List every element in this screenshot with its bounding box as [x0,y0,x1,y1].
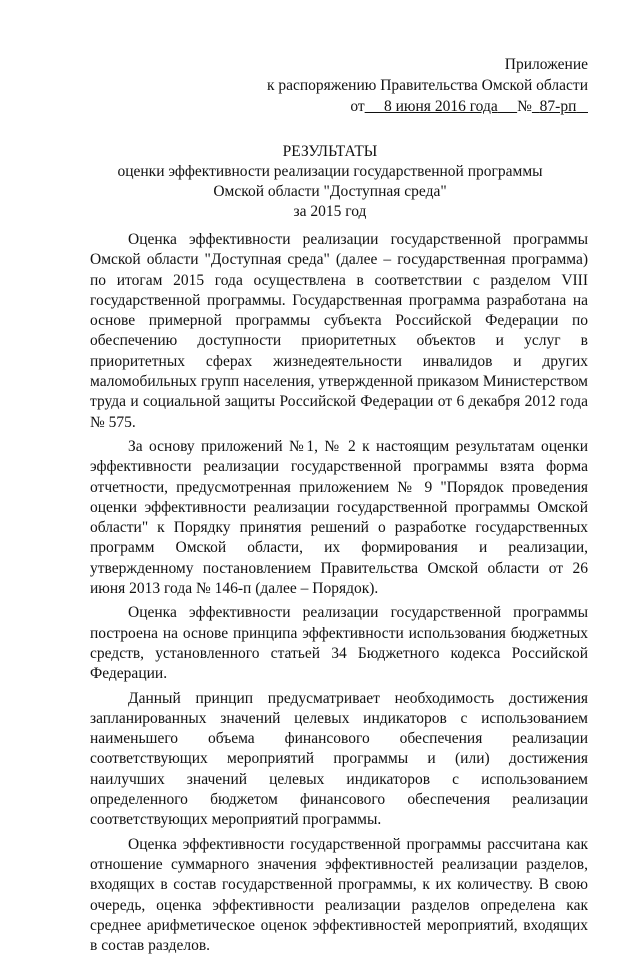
paragraph-3: Оценка эффективности реализации государственной программы построена на основе принципа эффективности использования бюджетных средств, установленного статьей 34 Бюджетного кодекса Российской Федерации. [90,604,588,683]
order-date: 8 июня 2016 года [384,98,498,115]
number-prefix: № [517,98,532,115]
date-prefix: от [350,98,365,115]
paragraph-1: Оценка эффективности реализации государственной программы Омской области "Доступная среда" (далее – государственная программа) по итогам 2015 года осуществлена в соответствии с разделом VIII государственной программы. Государственная программа разработана на основе примерной программы субъекта Российской Федерации по обеспечению доступности приоритетных объектов и услуг в приоритетных сферах жизнедеятельности инвалидов и других маломобильных групп населения, утвержденной приказом Министерством труда и социальной защиты Российской Федерации от 6 декабря 2012 года № 575. [90,231,588,431]
appendix-label: Приложение [504,56,588,73]
order-date-number [248,96,588,117]
order-number: 87-рп [539,98,577,115]
title-line-3: Омской области "Доступная среда" [213,183,447,200]
title-year: за 2015 год [293,203,367,220]
title-line-2: оценки эффективности реализации государственной программы [117,163,543,180]
title-main: РЕЗУЛЬТАТЫ [282,143,378,160]
paragraph-2: За основу приложений №1, № 2 к настоящим результатам оценки эффективности реализации государственной программы взята форма отчетности, предусмотренная приложением № 9 "Порядок проведения оценки эффективности реализации государственной программы Омской области" к Порядку принятия решений о разработке государственных программ Омской области, их формирования и реализации, утвержденному постановлением Правительства Омской области от 26 июня 2013 года № 146-п (далее – Порядок). [90,437,588,598]
appendix-header [248,54,588,117]
paragraph-5: Оценка эффективности государственной программы рассчитана как отношение суммарного значения эффективностей реализации разделов, входящих в состав государственной программы, к их количеству. В свою очередь, оценка эффективности реализации разделов определена как среднее арифметическое оценок эффективностей мероприятий, входящих в состав разделов. [90,835,588,955]
order-reference: к распоряжению Правительства Омской области [266,77,588,94]
paragraph-4: Данный принцип предусматривает необходимость достижения запланированных значений целевых индикаторов с использованием наименьшего объема финансового обеспечения реализации соответствующих мероприятий программы и (или) достижения наилучших значений целевых индикаторов с использованием определенного бюджетом финансового обеспечения реализации соответствующих мероприятий программы. [90,689,588,829]
document-body [90,230,588,960]
document-title [80,142,580,222]
